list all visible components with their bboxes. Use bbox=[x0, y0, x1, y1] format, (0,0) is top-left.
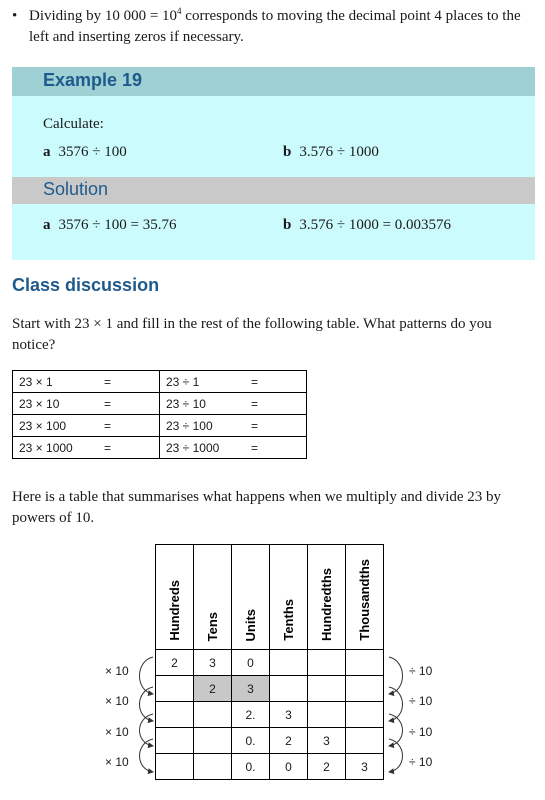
answer-a-text: 3576 ÷ 100 = 35.76 bbox=[58, 217, 177, 233]
equals-sign: = bbox=[250, 440, 258, 455]
answer-a-label: a bbox=[43, 217, 51, 233]
equals-sign: = bbox=[103, 418, 111, 433]
divide-expression: 23 ÷ 10 bbox=[166, 396, 206, 411]
solution-title: Solution bbox=[43, 179, 109, 199]
equals-sign: = bbox=[103, 374, 111, 389]
equals-sign: = bbox=[250, 418, 258, 433]
place-value-cell: 2 bbox=[156, 650, 194, 676]
multiply-by-ten-label: × 10 bbox=[105, 664, 129, 678]
place-value-cell: 3 bbox=[308, 728, 346, 754]
multiply-expression: 23 × 1 bbox=[19, 374, 53, 389]
multiply-by-ten-label: × 10 bbox=[105, 755, 129, 769]
multiply-expression: 23 × 100 bbox=[19, 418, 67, 433]
multiply-expression: 23 × 1000 bbox=[19, 440, 73, 455]
divide-by-ten-label: ÷ 10 bbox=[409, 694, 433, 708]
column-header-label: Thousandths bbox=[357, 559, 372, 641]
answer-b-label: b bbox=[283, 217, 292, 233]
place-value-cell: 0. bbox=[232, 728, 270, 754]
place-value-cell: 0 bbox=[270, 754, 308, 780]
column-header-label: Hundreds bbox=[167, 580, 182, 641]
column-header-label: Tens bbox=[205, 611, 220, 641]
place-value-cell: 3 bbox=[270, 702, 308, 728]
place-value-cell: 2 bbox=[194, 676, 232, 702]
left-curved-arrow bbox=[140, 687, 154, 721]
equals-sign: = bbox=[250, 396, 258, 411]
equals-sign: = bbox=[250, 374, 258, 389]
calculate-label: Calculate: bbox=[43, 116, 104, 132]
question-b-text: 3.576 ÷ 1000 bbox=[299, 144, 379, 160]
summary-text: Here is a table that summarises what happens when we multiply and divide 23 by powers of 10. bbox=[12, 489, 502, 526]
divide-expression: 23 ÷ 1000 bbox=[166, 440, 220, 455]
question-a-label: a bbox=[43, 144, 51, 160]
divide-expression: 23 ÷ 100 bbox=[166, 418, 213, 433]
place-value-cell: 3 bbox=[232, 676, 270, 702]
column-header-label: Tenths bbox=[281, 599, 296, 641]
place-value-cell: 3 bbox=[194, 650, 232, 676]
place-value-cell: 2 bbox=[270, 728, 308, 754]
class-discussion-heading: Class discussion bbox=[12, 275, 160, 295]
example-title: Example 19 bbox=[43, 70, 143, 90]
right-curved-arrow bbox=[389, 687, 403, 721]
place-value-cell: 0. bbox=[232, 754, 270, 780]
column-header-label: Hundredths bbox=[319, 568, 334, 641]
column-header-label: Units bbox=[243, 608, 258, 641]
bullet-text-end: corresponds to moving the decimal point 4 places to the left and inserting zeros if necessary. bbox=[29, 8, 521, 45]
multiply-by-ten-label: × 10 bbox=[105, 725, 129, 739]
equals-sign: = bbox=[103, 440, 111, 455]
place-value-cell: 0 bbox=[232, 650, 270, 676]
place-value-cell: 2 bbox=[308, 754, 346, 780]
bullet-exponent: 4 bbox=[177, 6, 182, 16]
divide-by-ten-label: ÷ 10 bbox=[409, 664, 433, 678]
divide-by-ten-label: ÷ 10 bbox=[409, 755, 433, 769]
question-a-text: 3576 ÷ 100 bbox=[58, 144, 127, 160]
place-value-cell: 3 bbox=[346, 754, 384, 780]
place-value-cell: 2. bbox=[232, 702, 270, 728]
right-curved-arrow bbox=[389, 657, 403, 694]
question-b-label: b bbox=[283, 144, 292, 160]
multiply-by-ten-label: × 10 bbox=[105, 694, 129, 708]
equals-sign: = bbox=[103, 396, 111, 411]
bullet-text-start: Dividing by 10 000 = 10 bbox=[29, 8, 178, 24]
bullet-symbol: • bbox=[12, 8, 18, 24]
left-curved-arrow bbox=[140, 657, 154, 694]
divide-expression: 23 ÷ 1 bbox=[166, 374, 200, 389]
answer-b-text: 3.576 ÷ 1000 = 0.003576 bbox=[299, 217, 452, 233]
class-discussion-instructions: Start with 23 × 1 and fill in the rest of the following table. What patterns do you notice? bbox=[12, 316, 492, 353]
divide-by-ten-label: ÷ 10 bbox=[409, 725, 433, 739]
multiply-expression: 23 × 10 bbox=[19, 396, 60, 411]
